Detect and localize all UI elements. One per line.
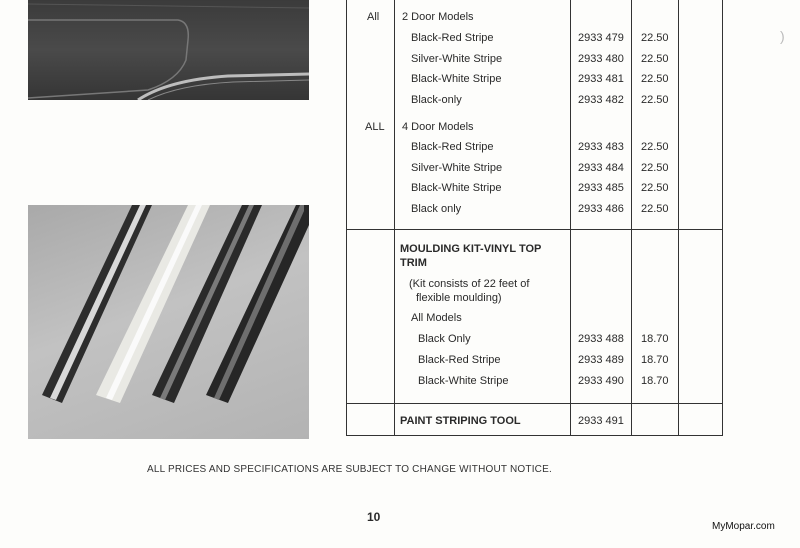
price: 22.50 xyxy=(641,203,669,215)
part-number: 2933 482 xyxy=(578,94,624,106)
price: 18.70 xyxy=(641,375,669,387)
scan-edge-mark: ) xyxy=(780,28,785,44)
item-name: Black-Red Stripe xyxy=(411,32,494,44)
disclaimer: ALL PRICES AND SPECIFICATIONS ARE SUBJECT TO CHANGE WITHOUT NOTICE. xyxy=(147,464,552,475)
part-number: 2933 488 xyxy=(578,333,624,345)
item-name: Black Only xyxy=(418,333,471,345)
price: 18.70 xyxy=(641,354,669,366)
part-number: 2933 485 xyxy=(578,182,624,194)
item-name: Black-Red Stripe xyxy=(411,141,494,153)
watermark: MyMopar.com xyxy=(712,521,775,532)
price: 22.50 xyxy=(641,53,669,65)
item-name: Silver-White Stripe xyxy=(411,162,503,174)
part-number: 2933 490 xyxy=(578,375,624,387)
part-number: 2933 486 xyxy=(578,203,624,215)
part-number: 2933 484 xyxy=(578,162,624,174)
part-number: 2933 479 xyxy=(578,32,624,44)
price: 22.50 xyxy=(641,32,669,44)
item-name: Black-White Stripe xyxy=(418,375,509,387)
kit-title: MOULDING KIT-VINYL TOP xyxy=(400,243,542,255)
price: 22.50 xyxy=(641,141,669,153)
paint-tool-name: PAINT STRIPING TOOL xyxy=(400,415,521,427)
moulding-strips-photo xyxy=(28,205,309,439)
part-number: 2933 483 xyxy=(578,141,624,153)
qty-cell: ALL xyxy=(365,121,385,133)
price: 22.50 xyxy=(641,94,669,106)
kit-note: (Kit consists of 22 feet of xyxy=(409,278,530,290)
kit-title-cont: TRIM xyxy=(400,257,427,269)
item-name: Black-Red Stripe xyxy=(418,354,501,366)
moulding-strips-illustration xyxy=(28,205,309,439)
car-side-illustration xyxy=(28,0,309,100)
price: 18.70 xyxy=(641,333,669,345)
part-number: 2933 489 xyxy=(578,354,624,366)
part-number: 2933 491 xyxy=(578,415,624,427)
parts-table xyxy=(346,0,723,436)
item-name: Black only xyxy=(411,203,462,215)
item-name: Black-White Stripe xyxy=(411,182,502,194)
item-name: Black-only xyxy=(411,94,462,106)
kit-subtitle: All Models xyxy=(411,312,462,324)
qty-cell: All xyxy=(367,11,380,23)
row-divider xyxy=(347,403,722,404)
price: 22.50 xyxy=(641,182,669,194)
part-number: 2933 481 xyxy=(578,73,624,85)
row-divider xyxy=(347,229,722,230)
item-name: Silver-White Stripe xyxy=(411,53,503,65)
column-divider xyxy=(631,0,632,435)
column-divider xyxy=(678,0,679,435)
group-title: 2 Door Models xyxy=(402,11,474,23)
price: 22.50 xyxy=(641,162,669,174)
column-divider xyxy=(394,0,395,435)
car-side-photo xyxy=(28,0,309,100)
group-title: 4 Door Models xyxy=(402,121,474,133)
part-number: 2933 480 xyxy=(578,53,624,65)
price: 22.50 xyxy=(641,73,669,85)
page-number: 10 xyxy=(367,510,381,524)
kit-note-cont: flexible moulding) xyxy=(416,292,502,304)
item-name: Black-White Stripe xyxy=(411,73,502,85)
column-divider xyxy=(570,0,571,435)
